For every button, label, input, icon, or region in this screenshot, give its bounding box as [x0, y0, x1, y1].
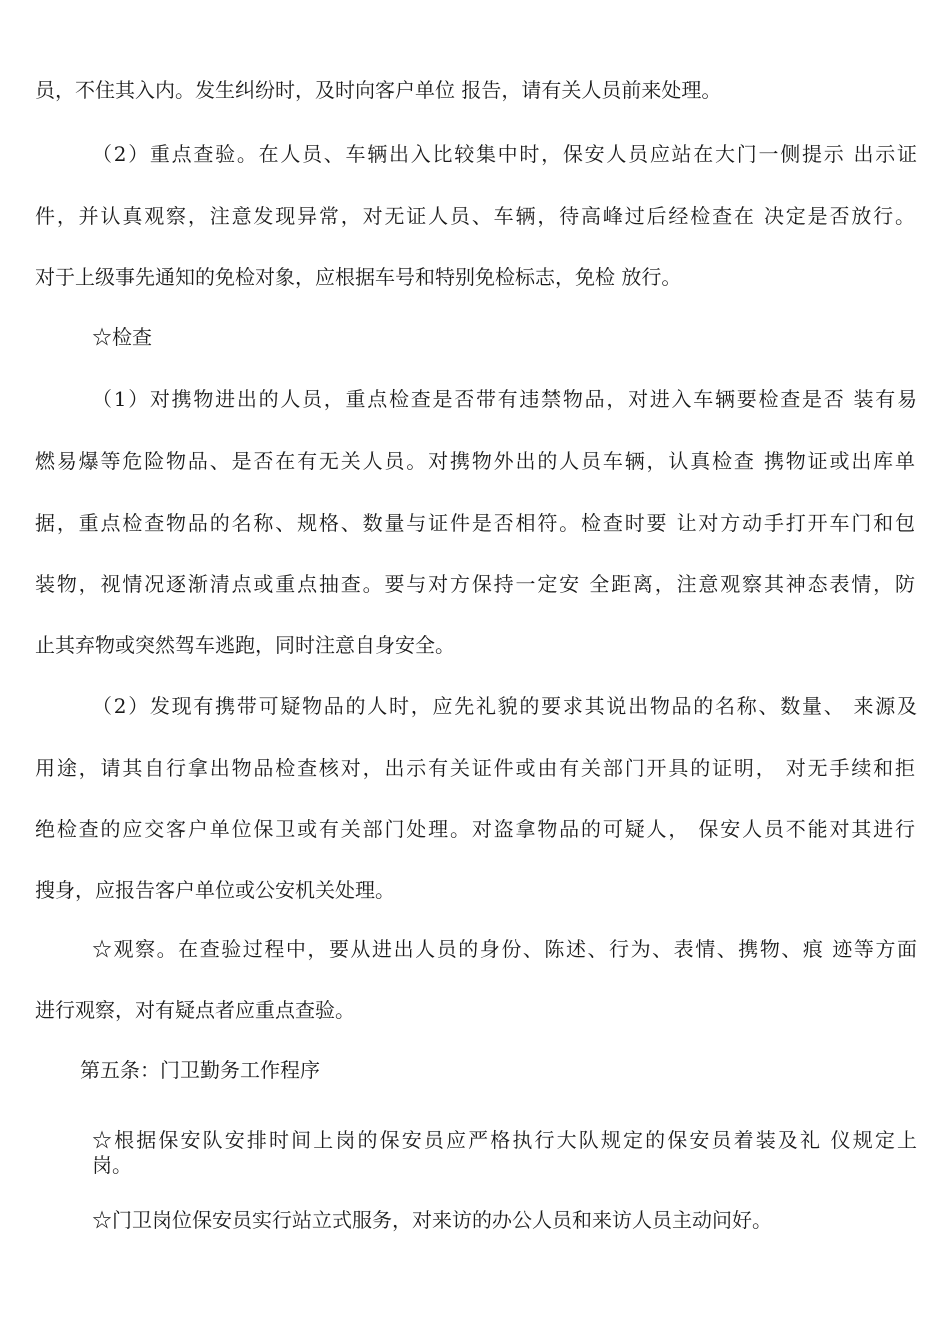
text-line: 燃易爆等危险物品、是否在有无关人员。对携物外出的人员车辆，认真检查 携物证或出库单 — [35, 449, 915, 473]
text-line: 员，不住其入内。发生纠纷时，及时向客户单位 报告，请有关人员前来处理。 — [35, 78, 722, 102]
text-line: 绝检查的应交客户单位保卫或有关部门处理。对盗拿物品的可疑人， 保安人员不能对其进行 — [35, 817, 915, 841]
text-line: 据，重点检查物品的名称、规格、数量与证件是否相符。检查时要 让对方动手打开车门和包 — [35, 511, 915, 535]
text-line: ☆观察。在查验过程中，要从进出人员的身份、陈述、行为、表情、携物、痕 迹等方面 — [92, 937, 917, 961]
section-heading: 第五条：门卫勤务工作程序 — [80, 1058, 320, 1082]
text-line: 件，并认真观察，注意发现异常，对无证人员、车辆，待高峰过后经检查在 决定是否放行。 — [35, 204, 915, 228]
text-line: （2）发现有携带可疑物品的人时，应先礼貌的要求其说出物品的名称、数量、 来源及 — [92, 694, 917, 718]
section-heading: ☆检查 — [92, 325, 152, 349]
text-line: 止其弃物或突然驾车逃跑，同时注意自身安全。 — [35, 633, 455, 657]
text-line: （1）对携物进出的人员，重点检查是否带有违禁物品，对进入车辆要检查是否 装有易 — [92, 387, 917, 411]
text-line: 岗。 — [92, 1153, 132, 1177]
text-line: （2）重点查验。在人员、车辆出入比较集中时，保安人员应站在大门一侧提示 出示证 — [92, 142, 917, 166]
text-line: 装物，视情况逐渐清点或重点抽查。要与对方保持一定安 全距离，注意观察其神态表情，防 — [35, 572, 915, 596]
text-line: ☆门卫岗位保安员实行站立式服务，对来访的办公人员和来访人员主动问好。 — [92, 1208, 772, 1232]
text-line: 用途，请其自行拿出物品检查核对，出示有关证件或由有关部门开具的证明， 对无手续和拒 — [35, 756, 915, 780]
text-line: 进行观察，对有疑点者应重点查验。 — [35, 998, 355, 1022]
text-line: ☆根据保安队安排时间上岗的保安员应严格执行大队规定的保安员着装及礼 仪规定上 — [92, 1128, 917, 1152]
text-line: 对于上级事先通知的免检对象，应根据车号和特别免检标志，免检 放行。 — [35, 265, 682, 289]
text-line: 搜身，应报告客户单位或公安机关处理。 — [35, 878, 395, 902]
